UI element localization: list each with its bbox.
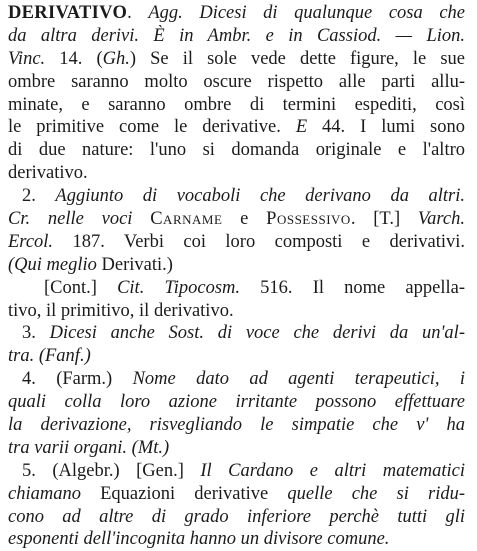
text-segment: ) Se il sole vede dette figure, le sue (129, 48, 465, 69)
text-line (8, 162, 465, 185)
text-segment: derivativo. (8, 163, 88, 184)
text-line (8, 437, 465, 460)
text-segment: Cr. nelle voci (8, 209, 133, 230)
headword: DERIVATIVO (8, 3, 128, 23)
text-line (8, 483, 465, 506)
text-line (8, 254, 465, 277)
text-segment: tra varii organi. (Mt.) (8, 437, 170, 458)
text-segment: 516. Il nome appella- (240, 277, 465, 298)
text-line (8, 506, 465, 529)
text-segment: Cit. Tipocosm. (117, 277, 241, 298)
text-segment: Varch. (417, 209, 465, 230)
text-segment: la derivazione, risvegliando le simpatie che v' ha (8, 415, 465, 436)
text-segment: 3. (22, 323, 50, 344)
text-line (8, 116, 465, 139)
text-segment: Possessivo (266, 209, 351, 230)
text-segment: 187. Verbi coi loro composti e derivativi. (53, 231, 465, 252)
text-segment: 5. (Algebr.) [Gen.] (22, 460, 201, 481)
text-line (8, 528, 465, 551)
text-line (8, 2, 465, 25)
text-line (8, 208, 465, 231)
text-segment: le primitive come le derivative. (8, 117, 296, 138)
text-line (8, 300, 465, 323)
text-segment: . (127, 3, 149, 23)
text-segment: minate, e saranno ombre di termini espediti, così (8, 94, 465, 115)
text-segment: di due nature: l'uno si domanda originale e l'altro (8, 140, 465, 161)
text-line (8, 391, 465, 414)
text-line (8, 185, 465, 208)
text-segment: esponenti dell'incognita hanno un divisore comune. (8, 529, 390, 550)
text-segment: Agg. Dicesi di qualunque cosa che (148, 3, 465, 23)
text-line (8, 139, 465, 162)
text-line (8, 460, 465, 483)
text-segment: cono ad altre di grado inferiore perchè tutti gli (8, 506, 465, 527)
entry-body (8, 2, 465, 551)
text-segment: Dicesi anche Sost. di voce che derivi da un'al- (49, 323, 465, 344)
text-segment: chiamano (8, 483, 81, 504)
text-segment: Derivati.) (96, 254, 173, 275)
text-line (8, 231, 465, 254)
text-segment: Gh. (102, 48, 130, 69)
text-segment: [Cont.] (44, 277, 118, 298)
text-line (8, 94, 465, 117)
text-line (8, 322, 465, 345)
text-segment: Equazioni derivative (80, 483, 288, 504)
text-segment: ombre saranno molto oscure rispetto alle parti allu- (8, 71, 465, 92)
text-segment: quelle che si ridu- (287, 483, 465, 504)
text-segment: tivo, il primitivo, il derivativo. (8, 300, 234, 321)
text-segment: 4. (Farm.) (22, 369, 133, 390)
text-segment: 14. ( (45, 48, 103, 69)
text-line (8, 277, 465, 300)
text-segment: Aggiunto di vocaboli che derivano da altri. (55, 186, 465, 207)
text-segment: Carname (150, 209, 223, 230)
text-segment: 44. I lumi sono (307, 117, 465, 138)
text-line (8, 71, 465, 94)
text-segment: (Qui meglio (8, 254, 97, 275)
text-segment: Il Cardano e altri matematici (200, 460, 465, 481)
text-segment: Vinc. (8, 48, 46, 69)
text-segment: E (295, 117, 308, 138)
text-segment: . [T.] (350, 209, 418, 230)
text-segment: 2. (22, 186, 56, 207)
text-segment: quali colla loro azione irritante possono effettuare (8, 392, 465, 413)
text-segment: da altra derivi. È in Ambr. e in Cassiod. — Lion. (8, 25, 465, 46)
text-segment: tra. (Fanf.) (8, 346, 91, 367)
text-segment (132, 209, 150, 229)
text-line (8, 25, 465, 48)
text-line (8, 414, 465, 437)
text-segment: Ercol. (8, 231, 54, 252)
text-line (8, 345, 465, 368)
text-line (8, 368, 465, 391)
text-segment: e (222, 209, 267, 230)
text-line (8, 48, 465, 71)
text-segment: Nome dato ad agenti terapeutici, i (132, 369, 465, 390)
